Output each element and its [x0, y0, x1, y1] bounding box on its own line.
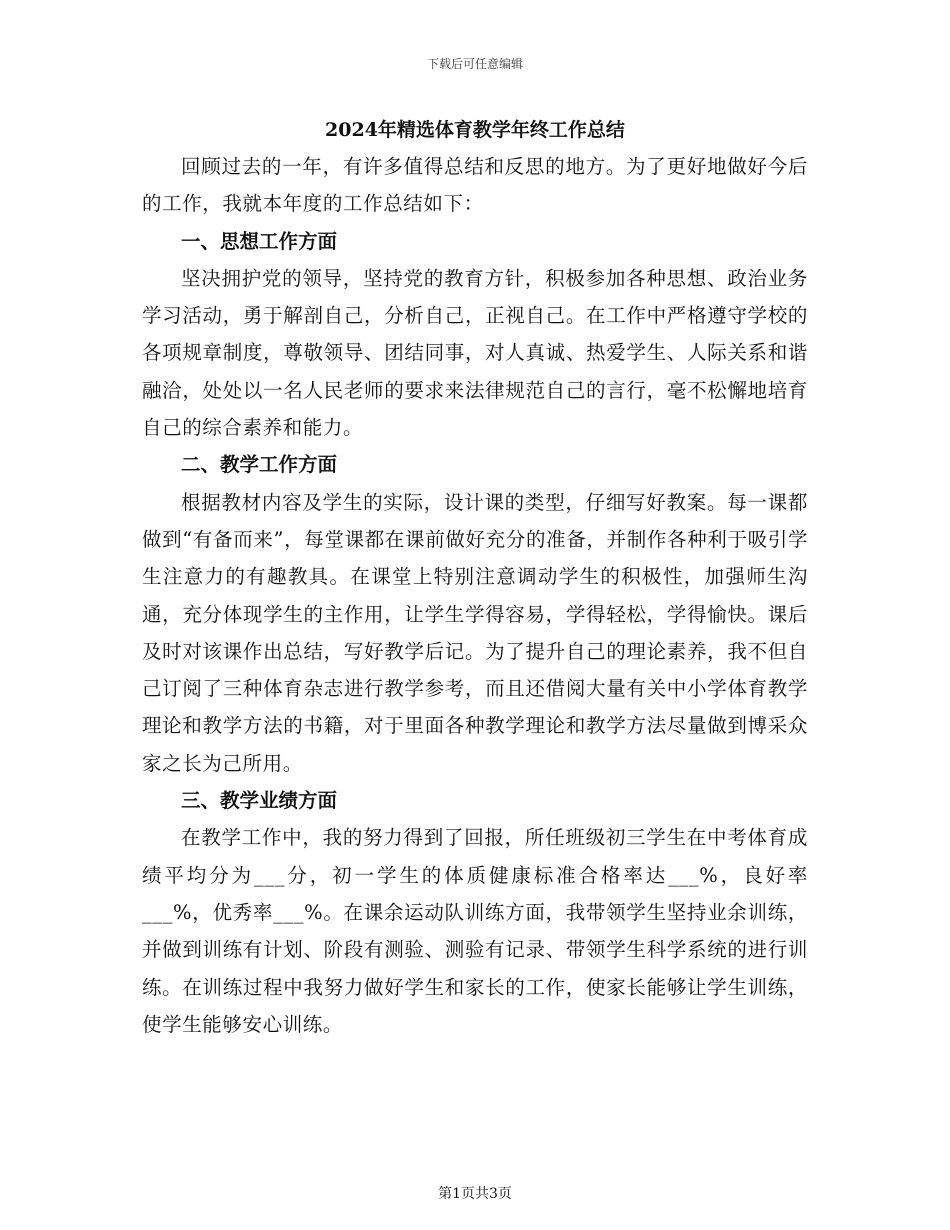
page-header-note: 下载后可任意编辑 — [426, 57, 523, 71]
section-heading-3: 三、教学业绩方面 — [181, 789, 338, 813]
section-heading-2: 二、教学工作方面 — [181, 453, 338, 477]
section-heading-1: 一、思想工作方面 — [181, 229, 338, 253]
section-paragraph-1: 坚决拥护党的领导，坚持党的教育方针，积极参加各种思想、政治业务学习活动，勇于解剖自己，分析自己，正视自己。在工作中严格遵守学校的各项规章制度，尊敬领导、团结同事，对人真诚、热爱学生、人际关系和谐融洽，处处以一名人民老师的要求来法律规范自己的言行，毫不松懈地培育自己的综合素养和能力。 — [142, 266, 808, 440]
page-number: 第1页共3页 — [438, 1186, 512, 1202]
document-body — [142, 148, 808, 1043]
intro-paragraph: 回顾过去的一年，有许多值得总结和反思的地方。为了更好地做好今后的工作，我就本年度的工作总结如下： — [142, 155, 808, 216]
section-paragraph-2: 根据教材内容及学生的实际，设计课的类型，仔细写好教案。每一课都做到“有备而来”，每堂课都在课前做好充分的准备，并制作各种利于吸引学生注意力的有趣教具。在课堂上特别注意调动学生的积极性，加强师生沟通，充分体现学生的主作用，让学生学得容易，学得轻松，学得愉快。课后及时对该课作出总结，写好教学后记。为了提升自己的理论素养，我不但自己订阅了三种体育杂志进行教学参考，而且还借阅大量有关中小学体育教学理论和教学方法的书籍，对于里面各种教学理论和教学方法尽量做到博采众家之长为己所用。 — [142, 490, 808, 775]
section-paragraph-3: 在教学工作中，我的努力得到了回报，所任班级初三学生在中考体育成绩平均分为___分，初一学生的体质健康标准合格率达___%，良好率___%，优秀率___%。在课余运动队训练方面，我带领学生坚持业余训练，并做到训练有计划、阶段有测验、测验有记录、带领学生科学系统的进行训练。在训练过程中我努力做好学生和家长的工作，使家长能够让学生训练，使学生能够安心训练。 — [142, 826, 808, 1036]
document-title: 2024年精选体育教学年终工作总结 — [325, 119, 625, 141]
